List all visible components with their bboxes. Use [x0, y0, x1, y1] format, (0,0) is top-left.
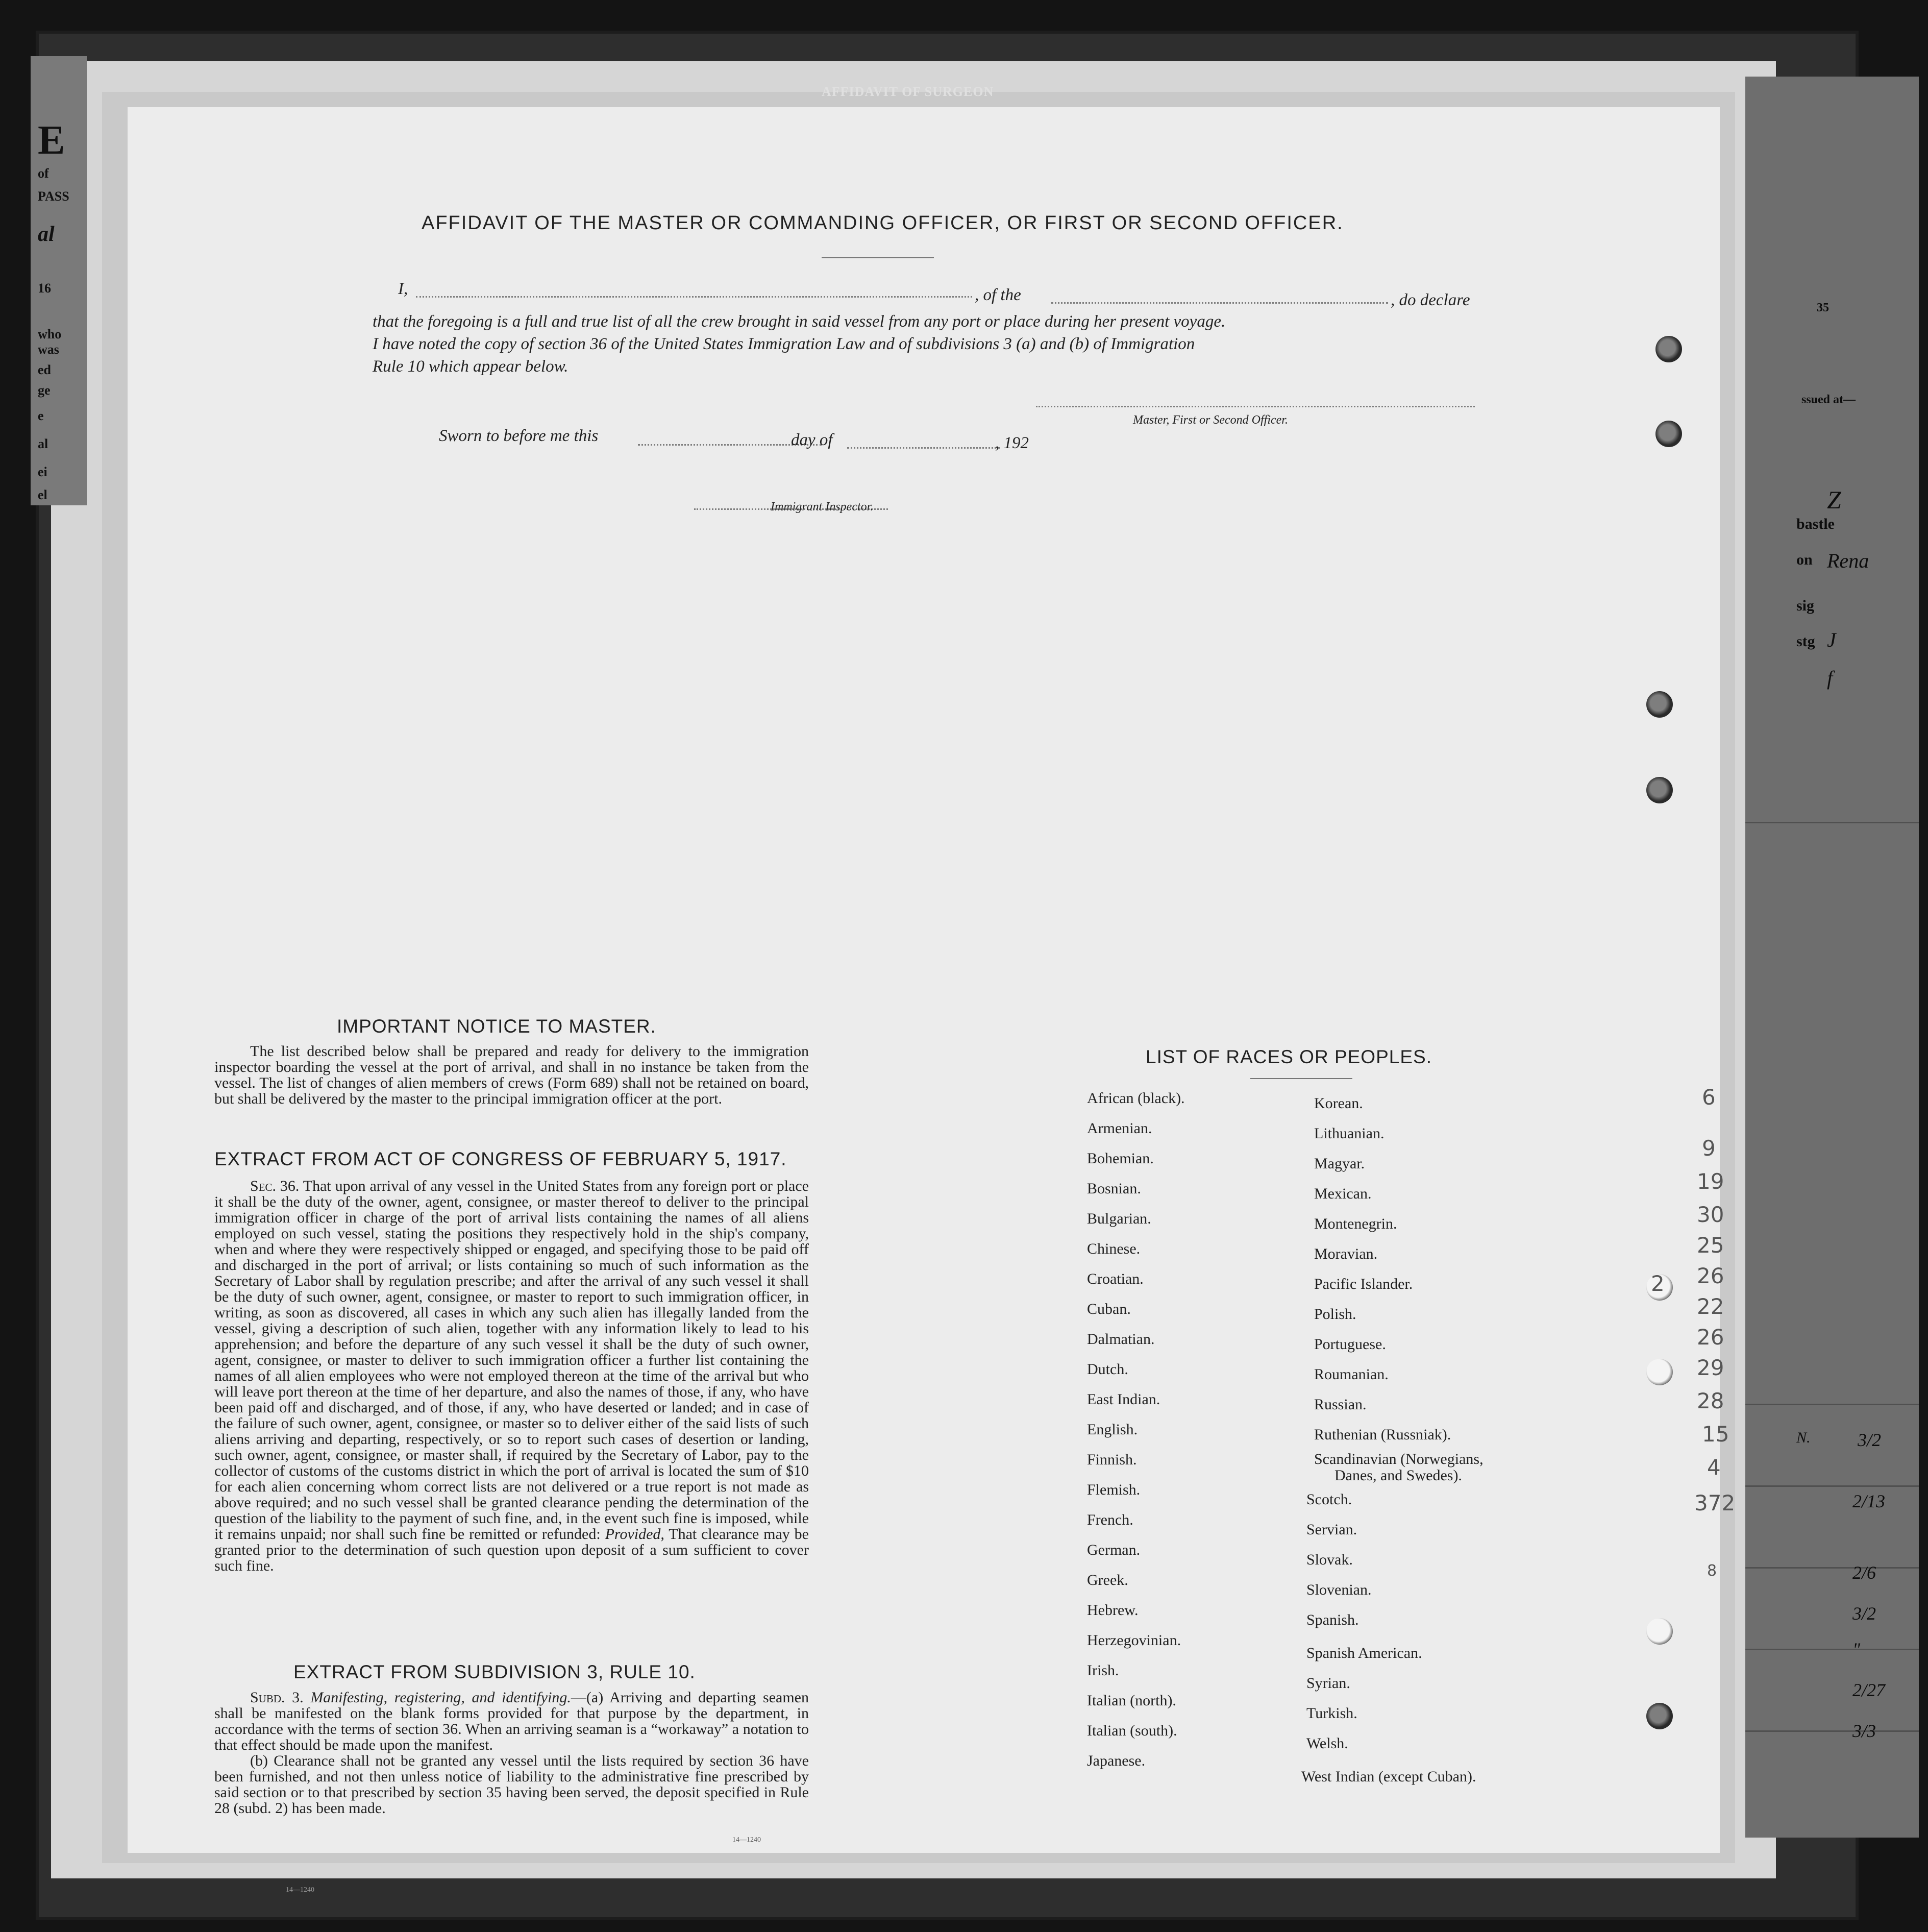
race-item: Herzegovinian.	[1087, 1632, 1181, 1649]
notice-text	[214, 1043, 809, 1107]
vessel-blank[interactable]	[1051, 302, 1388, 304]
left-fragment: was	[38, 342, 59, 357]
race-item: Pacific Islander.	[1314, 1276, 1413, 1292]
race-item: Turkish.	[1306, 1705, 1357, 1722]
affidavit-title: AFFIDAVIT OF THE MASTER OR COMMANDING OFFICER, OR FIRST OR SECOND OFFICER.	[422, 212, 1344, 234]
race-item: Armenian.	[1087, 1120, 1152, 1137]
race-item: Dalmatian.	[1087, 1331, 1155, 1348]
race-item: Syrian.	[1306, 1675, 1350, 1692]
rule-extract-text	[214, 1690, 809, 1816]
race-item: Italian (south).	[1087, 1722, 1177, 1739]
act-extract-heading: EXTRACT FROM ACT OF CONGRESS OF FEBRUARY 5, 1917.	[214, 1148, 787, 1169]
right-fragment: sig	[1796, 597, 1815, 614]
left-fragment: who	[38, 327, 62, 341]
margin-figure: 8	[1707, 1562, 1717, 1580]
date-entry: "	[1852, 1639, 1861, 1659]
sworn-text: Sworn to before me this	[439, 427, 599, 445]
race-item: Montenegrin.	[1314, 1215, 1397, 1232]
race-item: Italian (north).	[1087, 1692, 1176, 1709]
left-fragment: E	[38, 118, 65, 163]
punch-hole	[1646, 777, 1673, 803]
margin-figure: 26	[1697, 1325, 1724, 1350]
punch-hole	[1646, 1359, 1673, 1385]
section-label: Sec. 36.	[250, 1178, 300, 1194]
left-fragment: el	[38, 487, 47, 502]
notice-heading: IMPORTANT NOTICE TO MASTER.	[337, 1016, 656, 1037]
title-rule	[822, 257, 934, 258]
margin-figure: 26	[1697, 1263, 1724, 1288]
left-fragment: ed	[38, 362, 51, 377]
act-extract-text	[214, 1178, 809, 1574]
margin-figure: 30	[1697, 1202, 1724, 1227]
affidavit-of-the: , of the	[975, 286, 1021, 304]
rule-extract-heading: EXTRACT FROM SUBDIVISION 3, RULE 10.	[293, 1661, 696, 1682]
date-entry: 3/3	[1852, 1721, 1876, 1741]
race-item: Flemish.	[1087, 1481, 1141, 1498]
punch-hole	[1646, 691, 1673, 718]
sworn-day-of: day of	[791, 431, 833, 449]
race-item: Servian.	[1306, 1521, 1357, 1538]
paragraph-a: —(a) Arriving and departing seamen shall be manifested on the blank forms provided for that purpose by the department, in accordance with the terms of section 36. When an arriving seaman is a “workaway” a notation to that effect should be made upon the manifest.	[214, 1689, 809, 1753]
left-fragment: ge	[38, 383, 51, 398]
race-item: Croatian.	[1087, 1270, 1144, 1287]
right-fragment: 35	[1817, 301, 1829, 314]
race-item: Magyar.	[1314, 1155, 1365, 1172]
notice-paragraph: The list described below shall be prepared and ready for delivery to the immigration inspector boarding the vessel at the port of arrival, and shall in no instance be taken from the vessel. The list of changes of alien members of crews (Form 689) shall not be retained on board, but shall be delivered by the master to the principal immigration officer at the port.	[214, 1043, 809, 1107]
race-item: Welsh.	[1306, 1735, 1348, 1752]
race-item: Slovak.	[1306, 1551, 1353, 1568]
paragraph-b: (b) Clearance shall not be granted any vessel until the lists required by section 36 have been furnished, and not then unless notice of liability to the administrative fine prescribed by said section or to that prescribed by section 35 having been served, the deposit specified in Rule 28 (subd. 2) has been made.	[214, 1752, 809, 1817]
margin-figure: 9	[1702, 1136, 1716, 1161]
master-signature-label: Master, First or Second Officer.	[1133, 413, 1288, 427]
left-fragment: al	[38, 223, 55, 246]
handwritten-entry: Rena	[1827, 549, 1869, 572]
race-item: Chinese.	[1087, 1240, 1141, 1257]
races-heading: LIST OF RACES OR PEOPLES.	[1146, 1046, 1432, 1067]
right-fragment: bastle	[1796, 516, 1835, 532]
affidavit-line-3: I have noted the copy of section 36 of the United States Immigration Law and of subdivisions 3 (a) and (b) of Immigration	[373, 335, 1195, 353]
races-heading-rule	[1250, 1078, 1352, 1079]
left-fragment: PASS	[38, 189, 69, 204]
race-item: Bulgarian.	[1087, 1210, 1151, 1227]
race-item: Russian.	[1314, 1396, 1367, 1413]
race-item: Polish.	[1314, 1306, 1356, 1323]
affidavit-line-i: I,	[398, 280, 408, 298]
punch-hole	[1655, 421, 1682, 447]
date-entry: 2/6	[1852, 1562, 1876, 1583]
handwritten-entry: f	[1827, 667, 1833, 690]
race-item: Irish.	[1087, 1662, 1119, 1679]
race-item: Roumanian.	[1314, 1366, 1389, 1383]
right-fragment: stg	[1796, 633, 1815, 650]
margin-figure: 15	[1702, 1422, 1729, 1447]
race-item: Japanese.	[1087, 1752, 1146, 1769]
subdivision-title: Manifesting, registering, and identifying.	[310, 1689, 571, 1706]
affidavit-line-4: Rule 10 which appear below.	[373, 357, 568, 376]
race-item: Ruthenian (Russniak).	[1314, 1426, 1451, 1443]
race-item: Scotch.	[1306, 1491, 1352, 1508]
left-fragment: of	[38, 166, 49, 181]
race-item: Greek.	[1087, 1572, 1128, 1588]
surgeon-affidavit-header: AFFIDAVIT OF SURGEON	[822, 84, 994, 99]
date-entry: 3/2	[1852, 1603, 1876, 1624]
margin-figure: 29	[1697, 1355, 1724, 1380]
race-item: West Indian (except Cuban).	[1301, 1768, 1476, 1785]
date-entry: 3/2	[1858, 1430, 1882, 1450]
sworn-year: , 192	[995, 434, 1029, 452]
inspector-label: Immigrant Inspector.	[771, 500, 874, 513]
race-item: East Indian.	[1087, 1391, 1160, 1408]
subdivision-label: Subd. 3.	[250, 1689, 304, 1706]
race-item: Lithuanian.	[1314, 1125, 1385, 1142]
race-item: English.	[1087, 1421, 1138, 1438]
race-item: French.	[1087, 1511, 1133, 1528]
affidavit-page	[128, 107, 1720, 1853]
bottom-form-number: 14—1240	[286, 1886, 314, 1894]
race-item: Scandinavian (Norwegians,	[1314, 1451, 1484, 1468]
provided-label: Provided,	[605, 1526, 664, 1543]
race-item: Mexican.	[1314, 1185, 1372, 1202]
left-fragment: ei	[38, 464, 47, 479]
race-item: Slovenian.	[1306, 1581, 1372, 1598]
race-item: Hebrew.	[1087, 1602, 1139, 1619]
left-fragment: 16	[38, 281, 51, 296]
date-entry: N.	[1796, 1429, 1811, 1446]
race-item: Cuban.	[1087, 1301, 1131, 1317]
left-fragment: e	[38, 408, 44, 423]
affidavit-do-declare: , do declare	[1391, 291, 1470, 309]
race-item: Moravian.	[1314, 1245, 1378, 1262]
punch-hole	[1646, 1703, 1673, 1729]
handwritten-entry: Z	[1827, 485, 1841, 514]
margin-figure: 2	[1651, 1271, 1665, 1296]
section-36-text: That upon arrival of any vessel in the United States from any foreign port or place it shall be the duty of the owner, agent, consignee, or master thereof to deliver to the principal immigration officer in charge of the port of arrival lists containing the names of all aliens employed on such vessel, stating the positions they respectively hold in the ship's company, when and where they were respectively shipped or engaged, and specifying those to be paid off and discharged in the port of arrival; or lists containing so much of such information as the Secretary of Labor shall by regulation prescribe; and after the arrival of any such vessel it shall be the duty of such owner, agent, consignee, or master to report to such immigration officer, in writing, as soon as discovered, all cases in which any such alien has illegally landed from the vessel, giving a description of such alien, together with any information likely to lead to his apprehension; and before the departure of any such vessel it shall be the duty of such owner, agent, consignee, or master to deliver to such immigration officer a further list containing the names of all alien employees who were not employed thereon at the time of the arrival but who will leave port thereon at the time of her departure, and also the names of those, if any, who have been paid off and discharged, and of those, if any, who have deserted or landed; and in case of the failure of such owner, agent, consignee, or master so to deliver either of the said lists of such aliens arriving and departing, respectively, or so to report such cases of desertion or landing, such owner, agent, consignee, or master shall, if required by the Secretary of Labor, pay to the collector of customs of the customs district in which the port of arrival is located the sum of $10 for each alien concerning whom correct lists are not delivered or a true report is not made as above required; and no such vessel shall be granted clearance pending the determination of the question of the liability to the payment of such fine, and, in the event such fine is imposed, while it remains unpaid; nor shall such fine be remitted or refunded:	[214, 1178, 809, 1543]
race-item: Portuguese.	[1314, 1336, 1386, 1353]
provided-text: That clearance may be granted prior to the determination of such question upon deposit of a sum sufficient to cover such fine.	[214, 1526, 809, 1574]
race-item: African (black).	[1087, 1090, 1185, 1107]
margin-figure: 4	[1707, 1455, 1721, 1480]
name-blank[interactable]	[416, 296, 972, 298]
left-background-document	[31, 56, 87, 505]
race-item: Spanish.	[1306, 1611, 1359, 1628]
right-background-document	[1745, 77, 1919, 1838]
punch-hole	[1655, 336, 1682, 362]
margin-figure: 25	[1697, 1233, 1724, 1258]
race-item: Bosnian.	[1087, 1180, 1141, 1197]
sworn-month-blank[interactable]	[847, 447, 1000, 449]
race-item: Finnish.	[1087, 1451, 1137, 1468]
race-item: Bohemian.	[1087, 1150, 1154, 1167]
right-fragment: ssued at—	[1801, 393, 1856, 406]
margin-figure: 22	[1697, 1294, 1724, 1319]
punch-hole	[1646, 1618, 1673, 1645]
margin-figure: 19	[1697, 1169, 1724, 1194]
race-item: Spanish American.	[1306, 1645, 1422, 1661]
race-item: Dutch.	[1087, 1361, 1128, 1378]
date-entry: 2/13	[1852, 1491, 1886, 1511]
master-signature-blank[interactable]	[1036, 406, 1475, 407]
date-entry: 2/27	[1852, 1680, 1886, 1700]
margin-figure: 6	[1702, 1085, 1716, 1110]
left-fragment: al	[38, 436, 48, 451]
race-item: German.	[1087, 1542, 1141, 1558]
race-item: Korean.	[1314, 1095, 1363, 1112]
margin-figure: 28	[1697, 1388, 1724, 1413]
affidavit-line-2: that the foregoing is a full and true list of all the crew brought in said vessel from any port or place during her present voyage.	[373, 312, 1226, 331]
handwritten-entry: J	[1827, 628, 1836, 651]
form-number: 14—1240	[732, 1836, 761, 1844]
margin-figure: 372	[1694, 1490, 1736, 1515]
race-item: Danes, and Swedes).	[1334, 1467, 1462, 1484]
right-fragment: on	[1796, 551, 1813, 568]
